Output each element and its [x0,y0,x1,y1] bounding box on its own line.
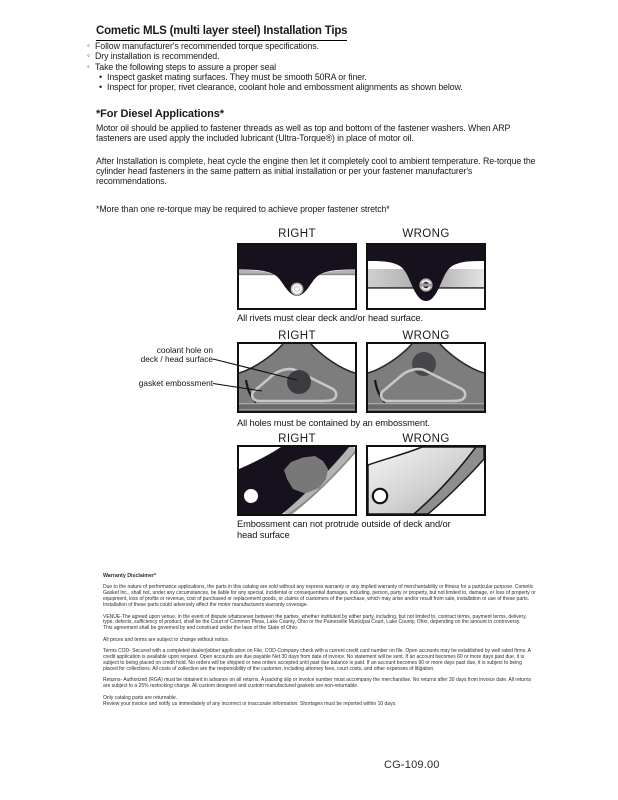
embossment-wrong-diagram [366,445,486,516]
page-title: Cometic MLS (multi layer steel) Installation Tips [96,25,347,41]
coolant-hole-wrong-diagram [366,342,486,413]
coolant-hole [412,352,436,376]
wrong-label: WRONG [402,433,450,445]
wrong-label: WRONG [402,330,450,342]
legal-paragraph: Only catalog parts are returnable. [103,694,178,701]
bolt-hole [244,489,258,503]
list-item [87,62,557,72]
legal-paragraph: All prices and terms are subject to change without notice. [103,636,230,643]
rivet-icon [291,283,304,296]
rivet-wrong-diagram [366,243,486,310]
open-bullet-icon: ◦ [87,61,90,71]
legal-paragraph: Review your invoice and notify us immediately of any incorrect or inaccurate information. Shortages must be reported within 10 days. [103,700,397,707]
coolant-hole [287,370,311,394]
page-number: CG-109.00 [384,759,440,771]
diesel-section-heading: *For Diesel Applications* [96,108,224,120]
list-item-text: Follow manufacturer's recommended torque specifications. [95,41,319,51]
diesel-paragraph-1: Motor oil should be applied to fastener threads as well as top and bottom of the fastener washers. When ARP fasteners are used apply the included lubricant (Ultra-Torque®) in place of motor oil. [96,123,511,144]
diagram-caption-holes: All holes must be contained by an embossment. [237,418,430,428]
warranty-disclaimer-heading: Warranty Disclaimer* [103,573,157,579]
right-label: RIGHT [278,228,316,240]
filled-bullet-icon: • [99,82,103,93]
list-item-text: Take the following steps to assure a proper seal [95,61,277,72]
rivet-icon [419,278,432,291]
legal-paragraph: This agreement shall be governed by and construed under the laws of the State of Ohio. [103,625,299,632]
sub-list-item [99,72,557,82]
wrong-label: WRONG [402,228,450,240]
annotation-gasket-embossment: gasket embossment [138,378,213,388]
list-item [87,41,557,51]
diesel-paragraph-2: After Installation is complete, heat cycle the engine then let it completely cool to ambient temperature. Re-torque the cylinder head fasteners in the same pattern as initial installation or per your fastener manufacturer's recommendations. [96,156,536,187]
right-label: RIGHT [278,330,316,342]
legal-paragraph: Due to the nature of performance applications, the parts in this catalog are sold without any express warranty or any implied warranty of merchantability or fitness for a particular purpose. Cometic Gasket Inc., shall not, under any circumstances, be liable for any special, incidental or consequential damages, including, person, party or property, but not limited to, damage, or loss of property or equipment, loss of profits or revenue, cost of purchased or replacement goods, or claims of customers of the purchase, which may arise and/or result from sale, installation or use of these parts. Installation of these parts could adversely affect the motor manufacturers warranty coverage. [103,584,536,609]
list-item-text: Inspect gasket mating surfaces. They must be smooth 50RA or finer. [107,71,367,82]
legal-section [103,574,537,713]
right-label: RIGHT [278,433,316,445]
list-item-text: Dry installation is recommended. [95,51,220,62]
legal-paragraph: VENUE-The agreed upon venue, in the event of dispute whatsoever between the parties, whether instituted by either party, including, but not limited to, contract terms, payment terms, delivery, type, defects, sufficiency of product, shall be the Court of Common Pleas, Lake County, Ohio or the Painesville Municipal Court, Lake County, Ohio, depending on the amount in controversy. [103,613,527,626]
filled-bullet-icon: • [99,71,103,82]
diesel-paragraph-3: *More than one re-torque may be required to achieve proper fastener stretch* [96,204,390,214]
list-item-text: Inspect for proper, rivet clearance, coolant hole and embossment alignments as shown below. [107,82,463,93]
open-bullet-icon: ◦ [87,51,90,61]
diagram-caption-rivets: All rivets must clear deck and/or head surface. [237,313,423,323]
installation-tips-list [87,41,557,92]
sub-list-item [99,82,557,92]
annotation-coolant-hole: coolant hole on deck / head surface [140,345,213,364]
legal-paragraph: Terms COD- Secured with a completed dealer/jobber application on File, COD-Company check with a current credit card number on file. Open accounts may be established by well rated firms. A credit application is available upon request. Open accounts are due payable Net 30 days from date of invoice. No statement will be sent. If an account becomes 60 or more days past due, it is subject to being placed on credit hold. No orders will be shipped or new orders accepted until past due balance is paid. If an account becomes 90 or more days past due, it is subject to being placed for collections. All costs of collection are the responsibility of the customer, including attorney fees, court costs, and other expenses of litigation. [103,648,531,672]
bolt-hole [373,489,387,503]
list-item [87,51,557,61]
diagram-caption-embossment: Embossment can not protrude outside of deck and/or head surface [237,519,451,540]
rivet-right-diagram [237,243,357,310]
legal-paragraph: Returns- Authorized (RGA) must be obtained in advance on all returns. A packing slip or invoice number must accompany the merchandise. No returns after 30 days from invoice date. All returns are subject to a 25% restocking charge. All custom designed and custom manufactured gaskets are non-returnable. [103,677,531,690]
embossment-right-diagram [237,445,357,516]
open-bullet-icon: ◦ [87,41,90,50]
coolant-hole-right-diagram [237,342,357,413]
